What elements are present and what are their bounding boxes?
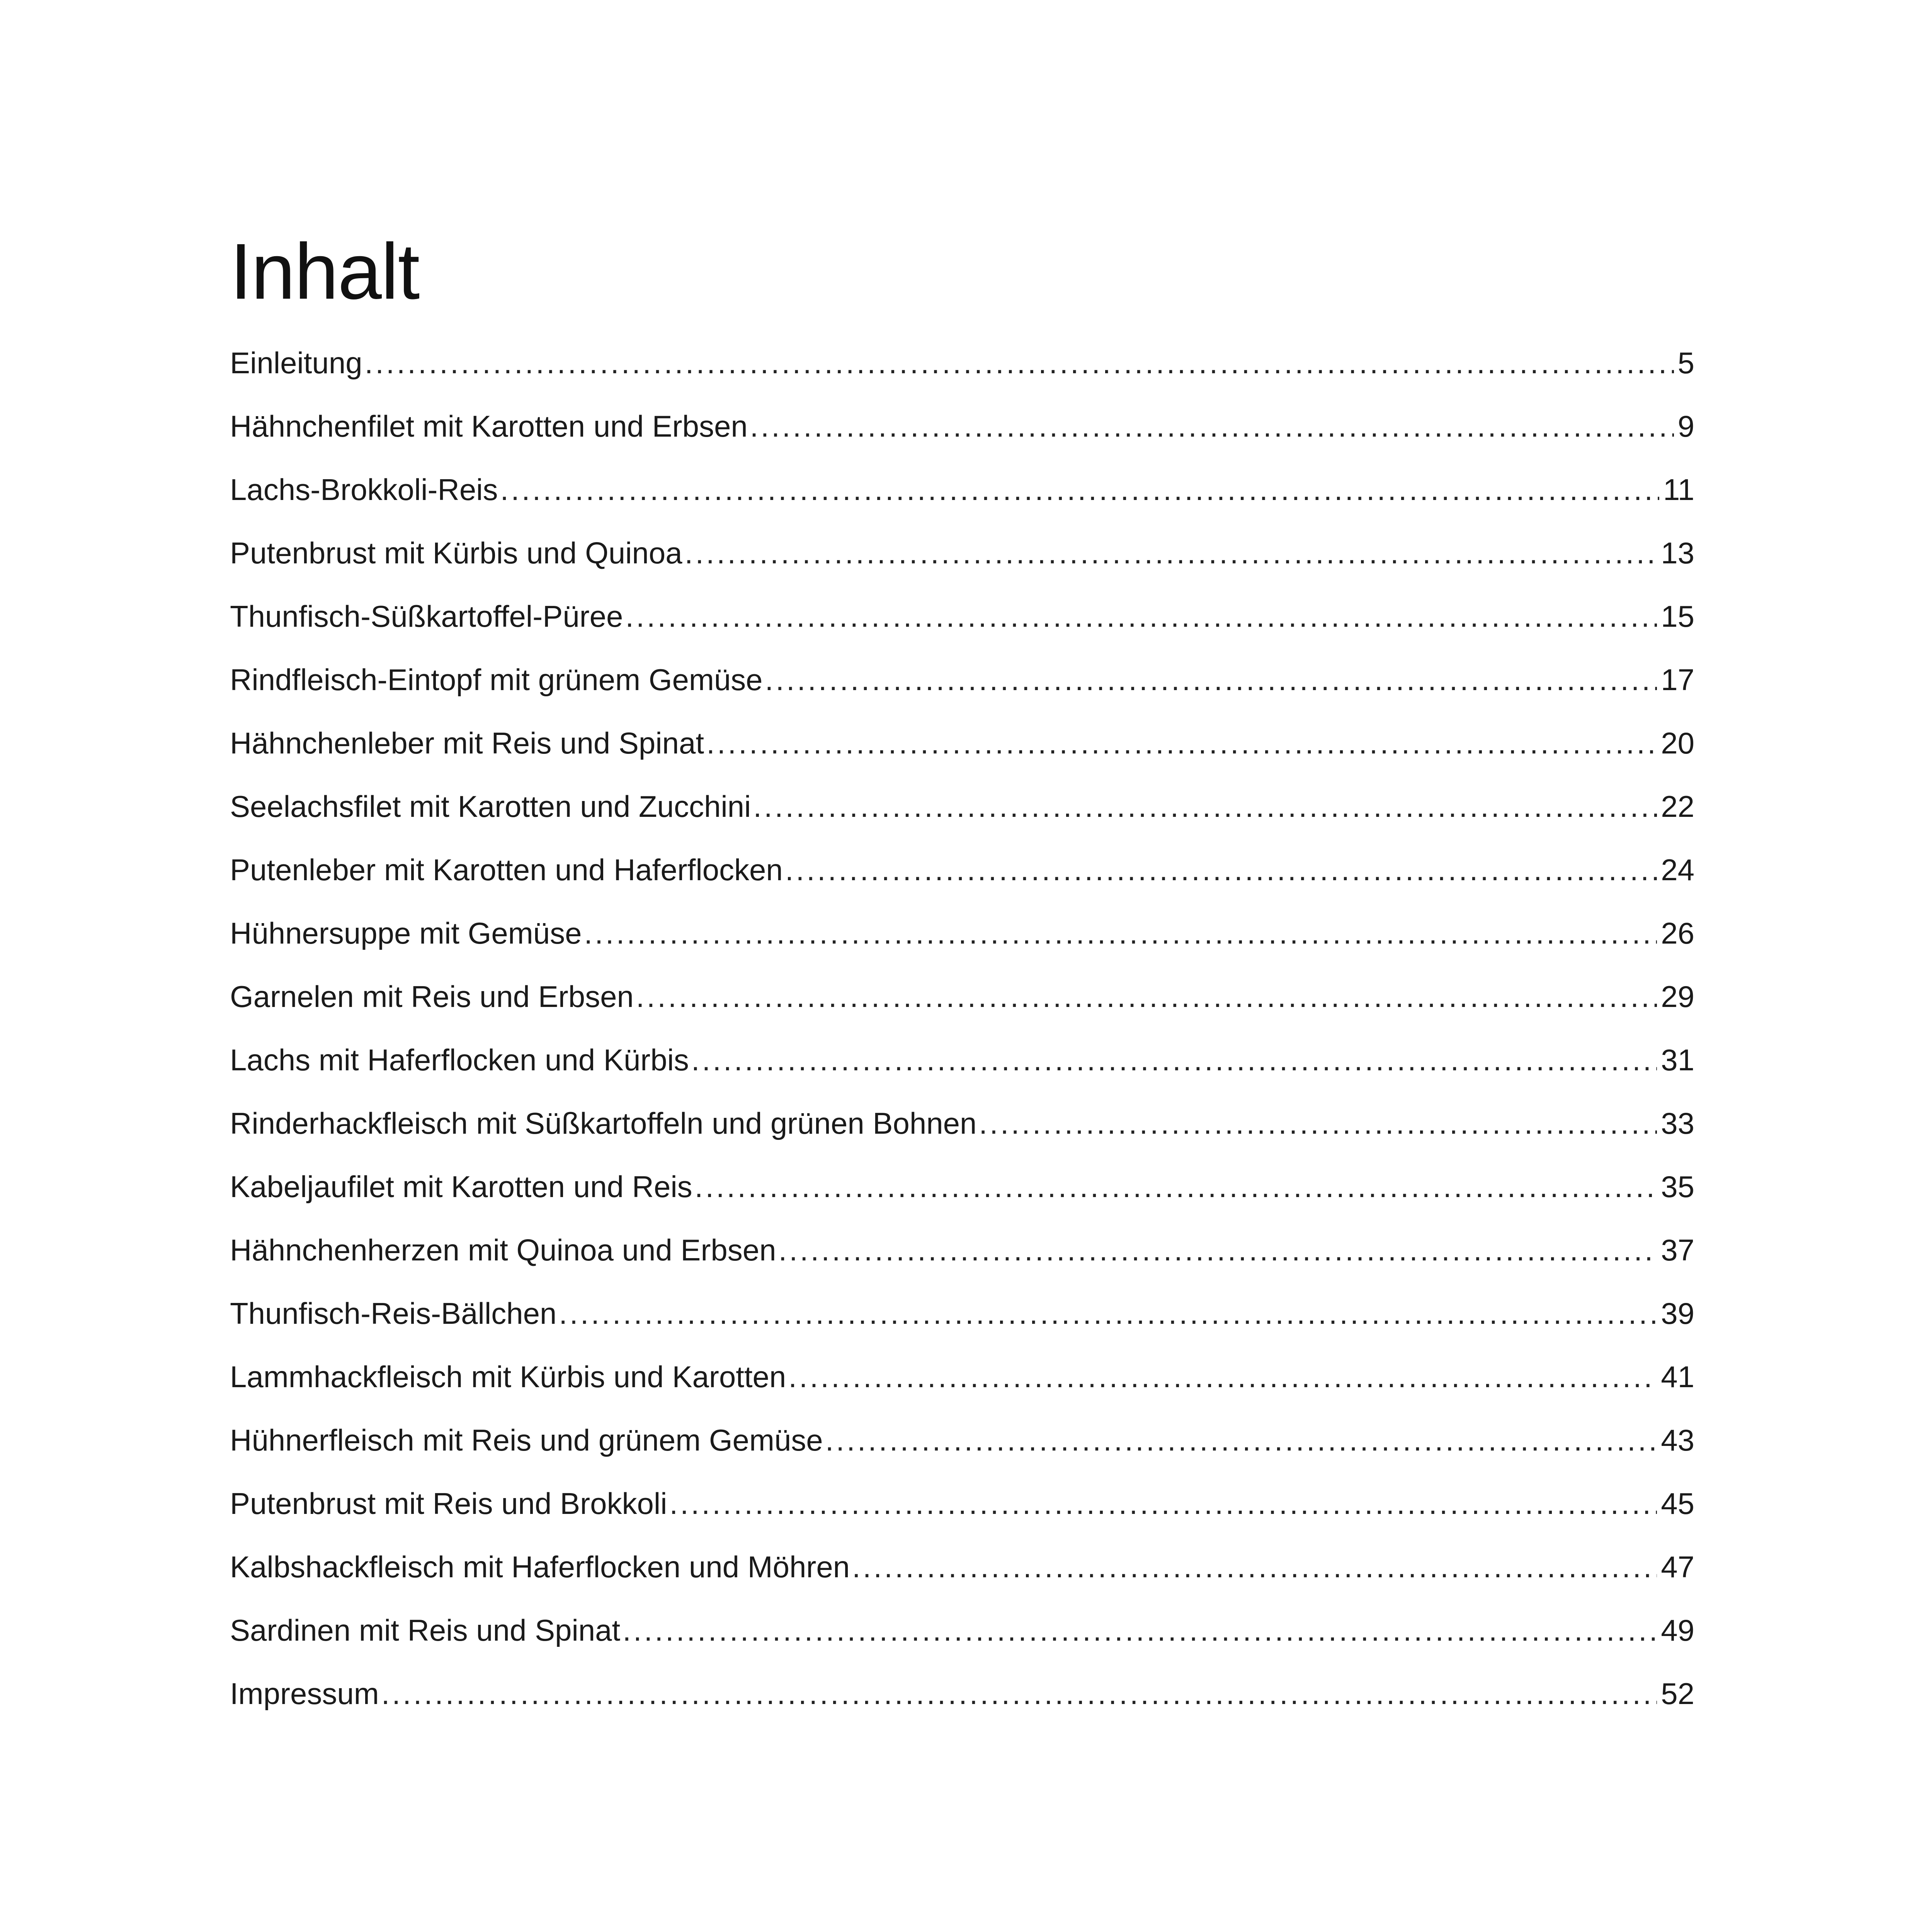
toc-dot-leader <box>788 1362 1657 1392</box>
toc-entry[interactable] <box>230 1362 1694 1425</box>
toc-entry-page-number[interactable]: 26 <box>1661 916 1694 950</box>
toc-entry[interactable] <box>230 1488 1694 1552</box>
toc-entry-page-number[interactable]: 24 <box>1661 853 1694 887</box>
toc-entry-page-number[interactable]: 47 <box>1661 1550 1694 1584</box>
toc-entry-page-number[interactable]: 5 <box>1677 346 1694 380</box>
toc-dot-leader <box>670 1488 1657 1519</box>
toc-dot-leader <box>500 474 1659 505</box>
toc-entry-title[interactable]: Kalbshackfleisch mit Haferflocken und Möhren <box>230 1550 850 1584</box>
toc-entry[interactable] <box>230 1679 1694 1742</box>
toc-entry[interactable] <box>230 665 1694 728</box>
toc-dot-leader <box>559 1298 1657 1328</box>
toc-entry-title[interactable]: Hühnersuppe mit Gemüse <box>230 916 582 950</box>
toc-dot-leader <box>695 1172 1657 1202</box>
toc-entry-title[interactable]: Putenleber mit Karotten und Haferflocken <box>230 853 783 887</box>
toc-dot-leader <box>636 981 1657 1012</box>
toc-entry-page-number[interactable]: 37 <box>1661 1233 1694 1267</box>
toc-entry-title[interactable]: Rindfleisch-Eintopf mit grünem Gemüse <box>230 663 763 697</box>
toc-dot-leader <box>691 1045 1657 1075</box>
toc-dot-leader <box>365 348 1674 378</box>
toc-entry-page-number[interactable]: 13 <box>1661 536 1694 570</box>
toc-entry-title[interactable]: Hühnerfleisch mit Reis und grünem Gemüse <box>230 1423 823 1457</box>
toc-dot-leader <box>765 665 1657 695</box>
toc-entry[interactable] <box>230 474 1694 538</box>
toc-entry-page-number[interactable]: 20 <box>1661 726 1694 760</box>
toc-entry-title[interactable]: Lachs-Brokkoli-Reis <box>230 473 498 507</box>
toc-dot-leader <box>785 855 1657 885</box>
toc-entry[interactable] <box>230 918 1694 981</box>
toc-dot-leader <box>852 1552 1657 1582</box>
toc-dot-leader <box>625 601 1657 631</box>
toc-entry[interactable] <box>230 1235 1694 1298</box>
toc-entry[interactable] <box>230 1552 1694 1615</box>
toc-dot-leader <box>381 1679 1657 1709</box>
toc-entry-title[interactable]: Lammhackfleisch mit Kürbis und Karotten <box>230 1360 786 1394</box>
toc-entry-page-number[interactable]: 49 <box>1661 1613 1694 1647</box>
toc-dot-leader <box>685 538 1657 568</box>
toc-entry-page-number[interactable]: 45 <box>1661 1486 1694 1520</box>
toc-entry-title[interactable]: Rinderhackfleisch mit Süßkartoffeln und grünen Bohnen <box>230 1106 977 1140</box>
toc-entry-page-number[interactable]: 11 <box>1663 473 1694 507</box>
toc-entry[interactable] <box>230 1615 1694 1679</box>
toc-dot-leader <box>623 1615 1657 1645</box>
toc-dot-leader <box>979 1108 1657 1138</box>
toc-entry-page-number[interactable]: 31 <box>1661 1043 1694 1077</box>
toc-entry[interactable] <box>230 601 1694 665</box>
toc-entry[interactable] <box>230 791 1694 855</box>
toc-dot-leader <box>779 1235 1657 1265</box>
toc-entry-page-number[interactable]: 52 <box>1661 1677 1694 1711</box>
toc-entry[interactable] <box>230 411 1694 474</box>
toc-entry-title[interactable]: Lachs mit Haferflocken und Kürbis <box>230 1043 689 1077</box>
toc-entry-page-number[interactable]: 29 <box>1661 980 1694 1014</box>
toc-dot-leader <box>753 791 1657 821</box>
toc-entry[interactable] <box>230 1045 1694 1108</box>
toc-entry-title[interactable]: Sardinen mit Reis und Spinat <box>230 1613 621 1647</box>
toc-entry-page-number[interactable]: 35 <box>1661 1170 1694 1204</box>
toc-entry[interactable] <box>230 348 1694 411</box>
toc-entry-title[interactable]: Hähnchenfilet mit Karotten und Erbsen <box>230 409 748 443</box>
toc-entry[interactable] <box>230 1298 1694 1362</box>
toc-entry-title[interactable]: Hähnchenherzen mit Quinoa und Erbsen <box>230 1233 776 1267</box>
toc-entry[interactable] <box>230 855 1694 918</box>
toc-entry-page-number[interactable]: 39 <box>1661 1296 1694 1330</box>
toc-entry-title[interactable]: Putenbrust mit Kürbis und Quinoa <box>230 536 682 570</box>
toc-entry-title[interactable]: Putenbrust mit Reis und Brokkoli <box>230 1486 667 1520</box>
toc-entry-page-number[interactable]: 33 <box>1661 1106 1694 1140</box>
toc-entry-title[interactable]: Kabeljaufilet mit Karotten und Reis <box>230 1170 692 1204</box>
toc-entry-title[interactable]: Garnelen mit Reis und Erbsen <box>230 980 634 1014</box>
toc-entry[interactable] <box>230 538 1694 601</box>
toc-entry-page-number[interactable]: 22 <box>1661 789 1694 823</box>
toc-entry-title[interactable]: Einleitung <box>230 346 362 380</box>
toc-entry-page-number[interactable]: 9 <box>1677 409 1694 443</box>
toc-entry[interactable] <box>230 728 1694 791</box>
toc-dot-leader <box>706 728 1657 758</box>
toc-dot-leader <box>825 1425 1657 1455</box>
toc-entry[interactable] <box>230 1108 1694 1172</box>
toc-entry[interactable] <box>230 981 1694 1045</box>
toc-dot-leader <box>750 411 1674 441</box>
toc-entry-title[interactable]: Thunfisch-Süßkartoffel-Püree <box>230 599 623 633</box>
page-title: Inhalt <box>230 227 419 316</box>
toc-dot-leader <box>584 918 1657 948</box>
table-of-contents <box>230 348 1694 1742</box>
toc-entry-title[interactable]: Thunfisch-Reis-Bällchen <box>230 1296 557 1330</box>
toc-entry[interactable] <box>230 1172 1694 1235</box>
toc-entry-page-number[interactable]: 15 <box>1661 599 1694 633</box>
toc-entry-title[interactable]: Seelachsfilet mit Karotten und Zucchini <box>230 789 751 823</box>
toc-entry-title[interactable]: Hähnchenleber mit Reis und Spinat <box>230 726 704 760</box>
toc-entry-page-number[interactable]: 41 <box>1661 1360 1694 1394</box>
toc-entry-title[interactable]: Impressum <box>230 1677 379 1711</box>
toc-entry-page-number[interactable]: 17 <box>1661 663 1694 697</box>
toc-entry-page-number[interactable]: 43 <box>1661 1423 1694 1457</box>
toc-entry[interactable] <box>230 1425 1694 1488</box>
